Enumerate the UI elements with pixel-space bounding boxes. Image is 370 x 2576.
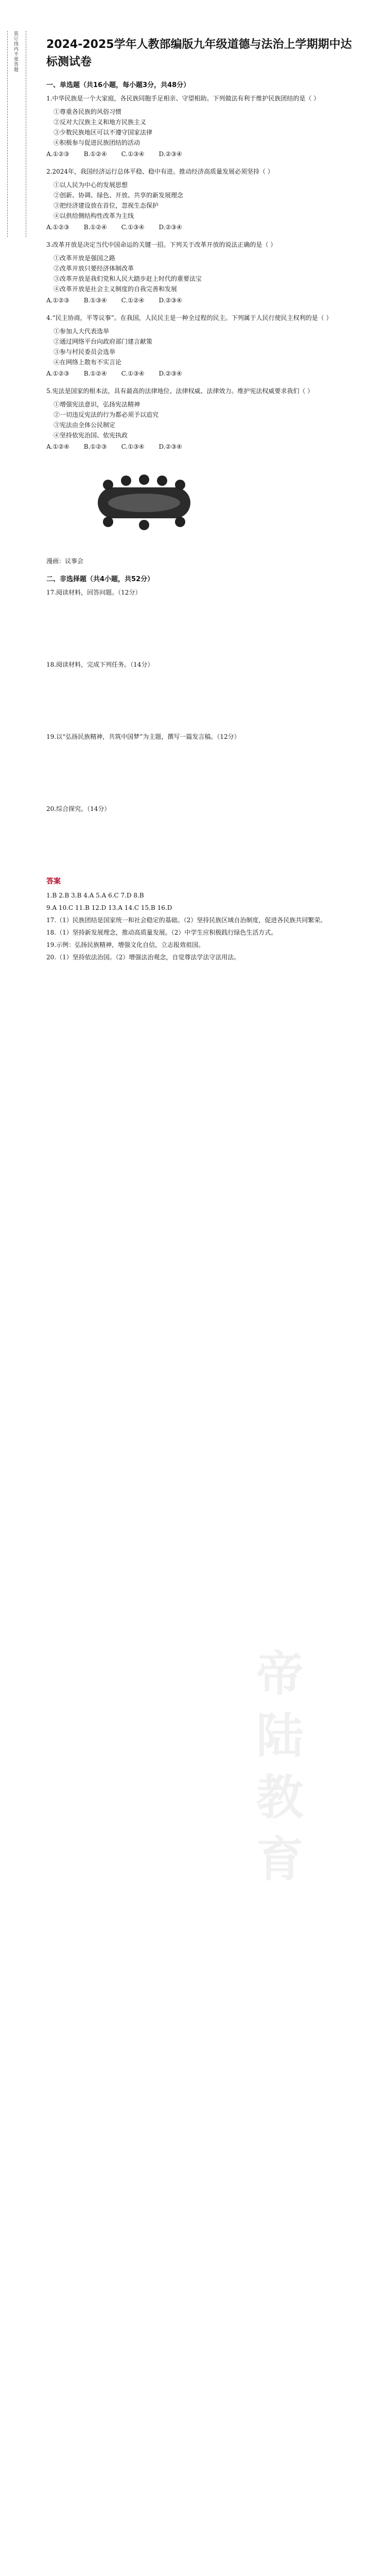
question-statement: ④改革开放是社会主义制度的自我完善和发展 — [54, 285, 178, 293]
question-text: 3.改革开放是决定当代中国命运的关键一招。下列关于改革开放的说法正确的是（ ） — [46, 241, 277, 248]
question-statement: ③参与村民委员会选举 — [54, 348, 116, 355]
question-text: 4.“民主协商，平等议事”。在我国，人民民主是一种全过程的民主。下列属于人民行使民主权利的是（ ） — [46, 314, 332, 321]
question-statement: ①参加人大代表选举 — [54, 328, 110, 335]
binding-rule-outer — [7, 31, 8, 237]
question-statement: ①增强宪法意识，弘扬宪法精神 — [54, 401, 140, 408]
answer-option: B.①②④ — [83, 370, 107, 377]
essay-prompt: 19.以“弘扬民族精神，共筑中国梦”为主题，撰写一篇发言稿。（12分） — [46, 733, 240, 740]
answer-options — [46, 368, 355, 379]
question-statement: ③宪法由全体公民制定 — [54, 421, 116, 429]
answer-option: D.②③④ — [158, 150, 182, 158]
answer-line: 18.（1）坚持新发展理念，推动高质量发展。（2）中学生应积极践行绿色生活方式。 — [46, 929, 277, 936]
section-heading-essay: 二、非选择题（共4小题，共52分） — [46, 575, 154, 583]
answer-option: B.①②④ — [83, 150, 107, 158]
answer-option: C.①②④ — [121, 297, 145, 304]
answer-option: B.①②③ — [83, 443, 107, 450]
question-statement: ①改革开放是强国之路 — [54, 255, 116, 262]
question-statement: ②创新、协调、绿色、开放、共享的新发展理念 — [54, 192, 184, 199]
question-statement: ③少数民族地区可以不遵守国家法律 — [54, 129, 153, 136]
answer-option: A.①②④ — [46, 443, 69, 450]
binding-label: 装订线内不要答题 — [13, 31, 18, 72]
essay-prompt: 18.阅读材料，完成下列任务。（14分） — [46, 661, 154, 668]
question-statement: ②反对大汉族主义和地方民族主义 — [54, 118, 147, 126]
answer-options — [46, 222, 355, 232]
question-text: 2.2024年，我国经济运行总体平稳、稳中有进。推动经济高质量发展必须坚持（ ） — [46, 168, 274, 175]
question-block — [46, 386, 355, 452]
answer-options — [46, 442, 355, 452]
answer-option: A.①②③ — [46, 297, 69, 304]
answer-heading: 答案 — [46, 877, 61, 886]
answer-line: 9.A 10.C 11.B 12.D 13.A 14.C 15.B 16.D — [46, 904, 172, 911]
answer-option: B.①②④ — [83, 224, 107, 231]
question-statement: ④在网络上散布不实言论 — [54, 359, 122, 366]
question-block — [46, 93, 355, 159]
document-content — [46, 36, 355, 964]
question-statement: ④积极参与促进民族团结的活动 — [54, 139, 140, 146]
page-title: 2024-2025学年人教部编版九年级道德与法治上学期期中达标测试卷 — [46, 38, 352, 69]
answer-option: D.②③④ — [158, 370, 182, 377]
answer-option: B.①③④ — [83, 297, 107, 304]
answer-option: C.①③④ — [121, 443, 145, 450]
answer-option: C.①③④ — [121, 224, 145, 231]
question-statement: ④坚持依宪治国、依宪执政 — [54, 432, 128, 439]
essay-prompt: 20.综合探究。（14分） — [46, 805, 111, 812]
answer-option: D.②③④ — [158, 443, 182, 450]
question-statement: ①尊重各民族的风俗习惯 — [54, 108, 122, 115]
question-statement: ②一切违反宪法的行为都必须予以追究 — [54, 411, 159, 418]
watermark-text: 帝陆教育 — [249, 1649, 304, 1896]
cartoon-illustration — [77, 464, 211, 541]
question-statement: ④以供给侧结构性改革为主线 — [54, 212, 134, 219]
essay-prompt: 17.阅读材料，回答问题。（12分） — [46, 589, 142, 596]
answer-line: 19.示例：弘扬民族精神，增强文化自信，立志报效祖国。 — [46, 941, 205, 948]
answer-line: 20.（1）坚持依法治国。（2）增强法治观念，自觉尊法学法守法用法。 — [46, 954, 240, 961]
question-statement: ①以人民为中心的发展思想 — [54, 181, 128, 189]
answer-option: D.②③④ — [158, 297, 182, 304]
answer-options — [46, 295, 355, 306]
question-text: 5.宪法是国家的根本法，具有最高的法律地位、法律权威、法律效力。维护宪法权威要求我们（ ） — [46, 387, 314, 395]
question-statement: ②改革开放只要经济体制改革 — [54, 265, 134, 272]
image-caption: 漫画：议事会 — [46, 557, 84, 565]
answer-option: A.①②③ — [46, 224, 69, 231]
answer-option: A.①②③ — [46, 370, 69, 377]
question-block — [46, 313, 355, 379]
question-statement: ③把经济建设放在首位，忽视生态保护 — [54, 202, 159, 209]
answer-option: A.①②③ — [46, 150, 69, 158]
question-statement: ③改革开放是我们党和人民大踏步赶上时代的重要法宝 — [54, 275, 202, 282]
question-text: 1.中华民族是一个大家庭，各民族同胞手足相亲、守望相助。下列做法有利于维护民族团结的是（ ） — [46, 95, 320, 102]
answer-line: 1.B 2.B 3.B 4.A 5.A 6.C 7.D 8.B — [46, 892, 144, 899]
question-block — [46, 166, 355, 232]
answer-list — [46, 890, 355, 962]
answer-option: D.②③④ — [158, 224, 182, 231]
answer-options — [46, 149, 355, 159]
question-statement: ②通过网络平台向政府部门建言献策 — [54, 338, 153, 345]
answer-option: C.①③④ — [121, 150, 145, 158]
binding-margin — [7, 31, 38, 237]
section-heading-choice: 一、单选题（共16小题，每小题3分，共48分） — [46, 81, 190, 89]
question-block — [46, 240, 355, 306]
essay-list — [46, 587, 355, 814]
question-list — [46, 93, 355, 452]
answer-line: 17.（1）民族团结是国家统一和社会稳定的基础。（2）坚持民族区域自治制度，促进各民族共同繁荣。 — [46, 917, 327, 924]
answer-option: C.①③④ — [121, 370, 145, 377]
